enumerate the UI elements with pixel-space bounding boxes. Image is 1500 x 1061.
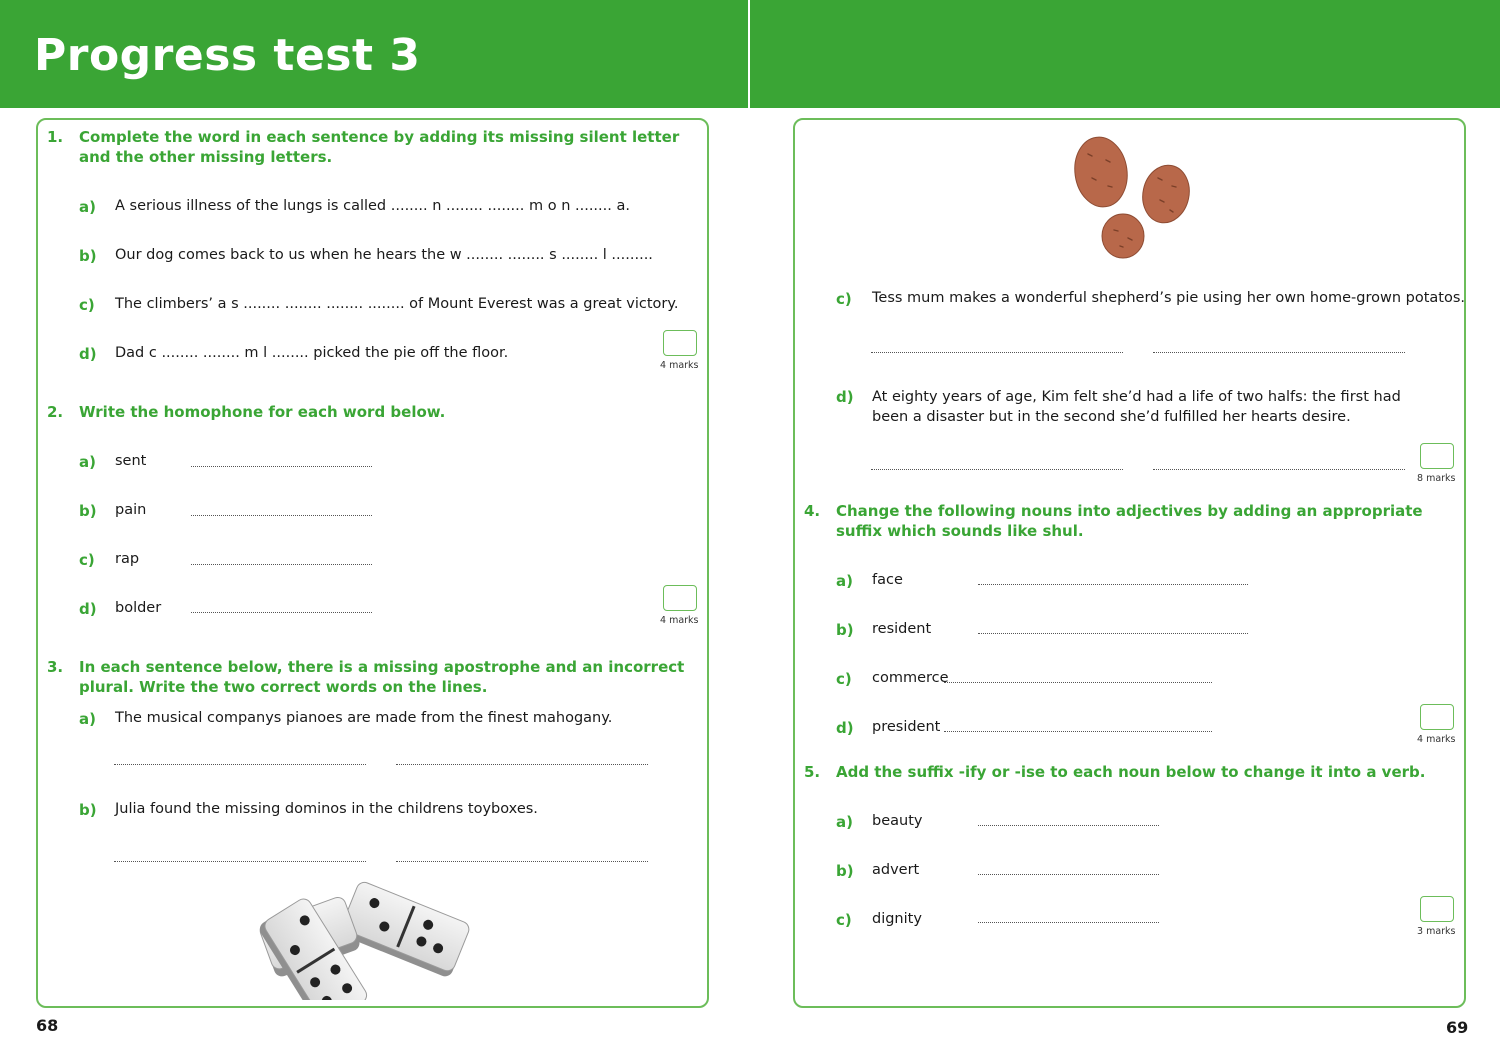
potatoes-illustration <box>1068 134 1198 264</box>
q4-prompt <box>836 501 1441 541</box>
q4-marks-label: 4 marks <box>1417 734 1456 745</box>
q3-a-text: The musical companys pianoes are made from the finest mahogany. <box>115 710 613 726</box>
q4-number: 4. <box>804 502 821 520</box>
q5-c-letter: c) <box>836 911 852 929</box>
q3-d-letter: d) <box>836 388 854 406</box>
q5-a-answer-line[interactable] <box>978 825 1159 826</box>
q4-b-word: resident <box>872 621 932 637</box>
q3-b-text: Julia found the missing dominos in the childrens toyboxes. <box>115 801 538 817</box>
q5-b-word: advert <box>872 862 920 878</box>
q1-c-letter: c) <box>79 296 95 314</box>
q3-c-text: Tess mum makes a wonderful shepherd’s pie using her own home-grown potatos. <box>872 290 1465 306</box>
q4-a-word: face <box>872 572 903 588</box>
q2-a-letter: a) <box>79 453 96 471</box>
q3-c-answer-line-2[interactable] <box>1153 352 1405 353</box>
page-title: Progress test 3 <box>34 30 421 81</box>
q2-a-word: sent <box>115 453 147 469</box>
q1-a-letter: a) <box>79 198 96 216</box>
header-band-right <box>750 0 1500 108</box>
q1-marks-box[interactable] <box>663 330 697 356</box>
q3-d-answer-line-2[interactable] <box>1153 469 1405 470</box>
q5-marks-label: 3 marks <box>1417 926 1456 937</box>
q4-c-letter: c) <box>836 670 852 688</box>
q3-c-letter: c) <box>836 290 852 308</box>
q1-prompt: Complete the word in each sentence by adding its missing silent letter and the other missing letters. <box>79 128 680 166</box>
q5-number: 5. <box>804 763 821 781</box>
q3-prompt: In each sentence below, there is a missing apostrophe and an incorrect plural. Write the two correct words on the lines. <box>79 658 685 696</box>
q1-number: 1. <box>47 128 64 146</box>
q3-number: 3. <box>47 658 64 676</box>
q2-number: 2. <box>47 403 64 421</box>
q4-d-word: president <box>872 719 941 735</box>
q1-a-text: A serious illness of the lungs is called ........ n ........ ........ m o n ........ a. <box>115 198 630 214</box>
q5-c-word: dignity <box>872 911 922 927</box>
q2-d-letter: d) <box>79 600 97 618</box>
page-number-left: 68 <box>36 1016 59 1035</box>
q2-c-answer-line[interactable] <box>191 564 372 565</box>
q3-c-answer-line-1[interactable] <box>871 352 1123 353</box>
q2-prompt: Write the homophone for each word below. <box>79 403 446 421</box>
q4-b-answer-line[interactable] <box>978 633 1248 634</box>
q3-b-answer-line-2[interactable] <box>396 861 648 862</box>
q1-d-text: Dad c ........ ........ m l ........ picked the pie off the floor. <box>115 345 509 361</box>
q1-d-letter: d) <box>79 345 97 363</box>
q4-a-letter: a) <box>836 572 853 590</box>
q4-c-word: commerce <box>872 670 949 686</box>
q2-b-word: pain <box>115 502 147 518</box>
q4-prompt-bold: shul. <box>1042 522 1084 540</box>
q2-b-answer-line[interactable] <box>191 515 372 516</box>
q3-a-letter: a) <box>79 710 96 728</box>
q5-a-word: beauty <box>872 813 923 829</box>
q2-d-answer-line[interactable] <box>191 612 372 613</box>
q3-b-letter: b) <box>79 801 97 819</box>
q3-d-text: At eighty years of age, Kim felt she’d had a life of two halfs: the first had been a disaster but in the second she’d fulfilled her hearts desire. <box>872 389 1401 425</box>
q5-a-letter: a) <box>836 813 853 831</box>
q4-prompt-main: Change the following nouns into adjectives by adding an appropriate suffix which sounds like <box>836 502 1423 540</box>
q2-marks-box[interactable] <box>663 585 697 611</box>
q4-c-answer-line[interactable] <box>944 682 1212 683</box>
q2-c-letter: c) <box>79 551 95 569</box>
q5-b-answer-line[interactable] <box>978 874 1159 875</box>
q5-prompt: Add the suffix -ify or -ise to each noun below to change it into a verb. <box>836 763 1426 781</box>
q2-d-word: bolder <box>115 600 162 616</box>
q3-marks-box[interactable] <box>1420 443 1454 469</box>
page-number-right: 69 <box>1446 1018 1469 1037</box>
q3-a-answer-line-1[interactable] <box>114 764 366 765</box>
q5-b-letter: b) <box>836 862 854 880</box>
q5-marks-box[interactable] <box>1420 896 1454 922</box>
dominoes-illustration <box>250 878 495 1000</box>
q4-d-letter: d) <box>836 719 854 737</box>
q4-b-letter: b) <box>836 621 854 639</box>
q5-c-answer-line[interactable] <box>978 922 1159 923</box>
q3-b-answer-line-1[interactable] <box>114 861 366 862</box>
q2-marks-label: 4 marks <box>660 615 699 626</box>
q3-a-answer-line-2[interactable] <box>396 764 648 765</box>
q1-c-text: The climbers’ a s ........ ........ ........ ........ of Mount Everest was a great victory. <box>115 296 679 312</box>
q2-c-word: rap <box>115 551 140 567</box>
q2-a-answer-line[interactable] <box>191 466 372 467</box>
q1-b-text: Our dog comes back to us when he hears the w ........ ........ s ........ l ......... <box>115 247 653 263</box>
q4-marks-box[interactable] <box>1420 704 1454 730</box>
q4-a-answer-line[interactable] <box>978 584 1248 585</box>
q2-b-letter: b) <box>79 502 97 520</box>
q1-b-letter: b) <box>79 247 97 265</box>
q3-d-answer-line-1[interactable] <box>871 469 1123 470</box>
q1-marks-label: 4 marks <box>660 360 699 371</box>
q4-d-answer-line[interactable] <box>944 731 1212 732</box>
q3-marks-label: 8 marks <box>1417 473 1456 484</box>
